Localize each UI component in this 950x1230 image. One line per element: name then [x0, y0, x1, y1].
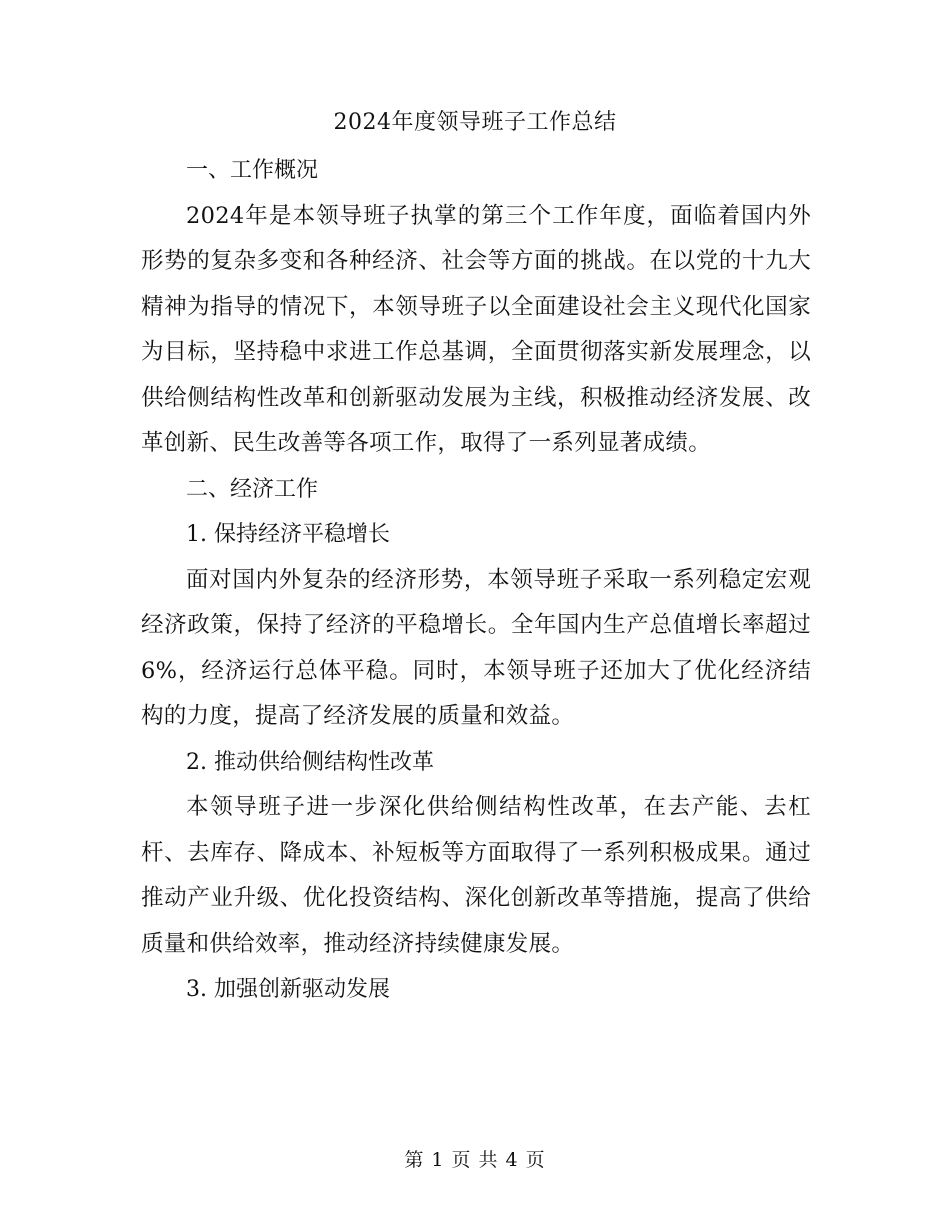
document-body	[141, 148, 811, 1013]
subsection-heading: 3. 加强创新驱动发展	[186, 977, 390, 1002]
paragraph: 2024年是本领导班子执掌的第三个工作年度，面临着国内外形势的复杂多变和各种经济、社会等方面的挑战。在以党的十九大精神为指导的情况下，本领导班子以全面建设社会主义现代化国家为目标，坚持稳中求进工作总基调，全面贯彻落实新发展理念，以供给侧结构性改革和创新驱动发展为主线，积极推动经济发展、改革创新、民生改善等各项工作，取得了一系列显著成绩。	[141, 202, 811, 456]
subsection-heading: 2. 推动供给侧结构性改革	[186, 749, 434, 775]
page-footer: 第 1 页 共 4 页	[404, 1149, 546, 1171]
paragraph: 本领导班子进一步深化供给侧结构性改革，在去产能、去杠杆、去库存、降成本、补短板等方面取得了一系列积极成果。通过推动产业升级、优化投资结构、深化创新改革等措施，提高了供给质量和供给效率，推动经济持续健康发展。	[141, 794, 811, 957]
paragraph: 面对国内外复杂的经济形势，本领导班子采取一系列稳定宏观经济政策，保持了经济的平稳增长。全年国内生产总值增长率超过6%，经济运行总体平稳。同时，本领导班子还加大了优化经济结构的力度，提高了经济发展的质量和效益。	[141, 566, 811, 729]
section-heading: 一、工作概况	[186, 158, 319, 183]
subsection-heading: 1. 保持经济平稳增长	[186, 522, 390, 547]
document-title: 2024年度领导班子工作总结	[333, 110, 617, 135]
section-heading: 二、经济工作	[186, 476, 319, 502]
